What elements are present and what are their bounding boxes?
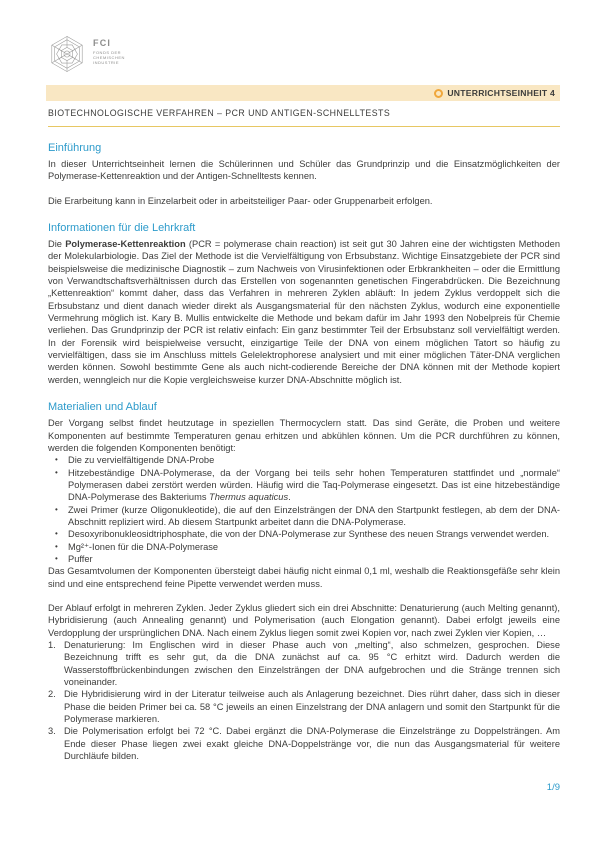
- components-list: [48, 454, 560, 565]
- teacher-info-bold-term: Polymerase-Kettenreaktion: [65, 239, 186, 250]
- list-item-after: .: [288, 492, 291, 503]
- document-title: BIOTECHNOLOGISCHE VERFAHREN – PCR UND ANTIGEN-SCHNELLTESTS: [48, 108, 391, 118]
- list-item: • Mg²⁺-Ionen für die DNA-Polymerase: [48, 541, 560, 553]
- fci-hexagon-logo-icon: [48, 35, 86, 73]
- list-item: • Zwei Primer (kurze Oligonukleotide), die auf den Einzelsträngen der DNA den Startpunkt festlegen, ab dem der DNA-Abschnitt repliziert wird. Ab diesem Startpunkt arbeitet dann die DNA-Polymerase.: [48, 504, 560, 529]
- list-item: • Desoxyribonukleosidtriphosphate, die von der DNA-Polymerase zur Synthese des neuen Strangs verwendet werden.: [48, 528, 560, 540]
- fci-sub-line3: INDUSTRIE: [93, 60, 120, 65]
- step-text: Denaturierung: Im Englischen wird in dieser Phase auch von „melting“, also schmelzen, gesprochen. Diese Bezeichnung trifft es sehr gut, da die DNA zunächst auf ca. 95 °C erhitzt wird. Dadurch werden die Wasserstoffbrückenbindungen zwischen den Einzelsträngen der DNA aufgebrochen und die Stränge trennen sich voneinander.: [64, 640, 560, 688]
- fci-logo: [48, 35, 560, 77]
- section-heading-lehrkraft: Informationen für die Lehrkraft: [48, 222, 196, 235]
- unit-banner: [46, 85, 560, 101]
- gold-divider: [48, 126, 560, 127]
- intro-paragraph-2: Die Erarbeitung kann in Einzelarbeit oder in arbeitsteiliger Paar- oder Gruppenarbeit erfolgen.: [48, 195, 433, 206]
- fci-logo-text: [93, 35, 125, 65]
- step-number: 2.: [48, 689, 56, 700]
- ring-icon: [434, 89, 443, 98]
- document-body: [48, 142, 560, 762]
- cycle-intro-paragraph: Der Ablauf erfolgt in mehreren Zyklen. Jeder Zyklus gliedert sich ein drei Abschnitte: Denaturierung (auch Melting genannt), Hybridisierung (auch Annealing genannt) und Polymerisation (auch Elongation genannt). Dabei erfolgt jeweils eine Verdopplung der ursprünglichen DNA. Nach einem Zyklus liegen somit zwei Kopien vor, nach zwei Zyklen vier Kopien, …: [48, 602, 560, 638]
- intro-paragraph-1: In dieser Unterrichtseinheit lernen die Schülerinnen und Schüler das Grundprinzip und die Einsatzmöglichkeiten der Polymerase-Kettenreaktion und der Antigen-Schnelltests kennen.: [48, 159, 560, 182]
- step-item: [48, 725, 560, 762]
- section-heading-materialien: Materialien und Ablauf: [48, 401, 157, 414]
- fci-sub-line2: CHEMISCHEN: [93, 55, 125, 60]
- list-item-italic: Thermus aquaticus: [209, 492, 289, 503]
- fci-acronym: FCI: [93, 38, 112, 48]
- teacher-info-lead: Die: [48, 239, 66, 250]
- list-item: • Puffer: [48, 553, 560, 565]
- materials-volume-paragraph: Das Gesamtvolumen der Komponenten übersteigt dabei häufig nicht einmal 0,1 ml, weshalb die Reaktionsgefäße sehr klein sind und eine entsprechend feine Pipette verwendet werden muss.: [48, 566, 560, 589]
- step-number: 1.: [48, 640, 56, 650]
- step-text: Die Polymerisation erfolgt bei 72 °C. Dabei ergänzt die DNA-Polymerase die Einzelstränge zu Doppelsträngen. Am Ende dieser Phase liegen zwei exakt gleiche DNA-Doppelstränge vor, die nun das Ausgangsmaterial für weitere Durchläufe bilden.: [64, 726, 560, 762]
- fci-sub-line1: FONDS DER: [93, 50, 122, 55]
- list-item: [48, 467, 560, 504]
- unit-banner-label: UNTERRICHTSEINHEIT 4: [447, 88, 555, 98]
- step-item: [48, 688, 560, 725]
- materials-intro-paragraph: Der Vorgang selbst findet heutzutage in speziellen Thermocyclern statt. Das sind Geräte, die Proben und weitere Komponenten auf bestimmte Temperaturen genau erhitzen und abkühlen können. Um die PCR durchführen zu können, werden die folgenden Komponenten benötigt:: [48, 418, 560, 453]
- section-heading-einfuehrung: Einführung: [48, 142, 102, 154]
- teacher-info-paragraph: [48, 238, 560, 386]
- cycle-steps-list: [48, 639, 560, 762]
- step-number: 3.: [48, 726, 56, 737]
- list-item: • Die zu vervielfältigende DNA-Probe: [48, 454, 560, 466]
- step-item: [48, 639, 560, 688]
- page-number: 1/9: [546, 782, 560, 793]
- step-text: Die Hybridisierung wird in der Literatur teilweise auch als Anlagerung bezeichnet. Dies rührt daher, dass sich in dieser Phase die beiden Primer bei ca. 58 °C jeweils an einen Einzelstrang der DNA anlagern und somit den Startpunkt für die Polymerase markieren.: [64, 689, 560, 725]
- teacher-info-rest: (PCR = polymerase chain reaction) ist seit gut 30 Jahren eine der wichtigsten Methoden der Molekularbiologie. Das Ziel der Methode ist die Vervielfältigung von Erbsubstanz. Wichtige Einsatzgebiete der PCR sind beispielsweise die medizinische Diagnostik – zum Nachweis von Virusinfektionen oder Erbkrankheiten – oder die Ermittlung von Verwandtschaftsverhältnissen durch das Erstellen von sogenannten genetischen Fingerabdrücken. Die Bezeichnung „Kettenreaktion“ kommt daher, dass das Verfahren in mehreren Zyklen abläuft: In jedem Zyklus verdoppelt sich die Erbsubstanz und dient danach wieder direkt als Ausgangsmaterial für den nächsten Zyklus, wodurch eine exponentielle Vermehrung möglich ist. Kary B. Mullis entwickelte die Methode und bekam dafür im Jahr 1993 den Nobelpreis für Chemie verliehen. Das Grundprinzip der PCR ist relativ einfach: Ein ganz bestimmter Teil der Erbsubstanz soll vervielfältigt werden. In der Forensik wird beispielweise versucht, einzigartige Teile der DNA von einem möglichen Tatort so häufig zu vervielfältigen, dass sie im Anschluss mittels Gelelektrophorese analysiert und mit einer möglichen Täter-DNA verglichen werden können. Sowohl bestimmte Gene als auch nicht-codierende Bereiche der DNA können mit der Methode kopiert werden, wenngleich nur die Kopie vergleichsweise kurzer DNA-Abschnitte möglich ist.: [48, 239, 560, 385]
- list-item-text: Hitzebeständige DNA-Polymerase, da der Vorgang bei teils sehr hohen Temperaturen stattfindet und „normale“ Polymerasen dabei zerstört werden würden. Häufig wird die Taq-Polymerase eingesetzt. Das ist eine hitzebeständige DNA-Polymerase des Bakteriums: [68, 467, 560, 503]
